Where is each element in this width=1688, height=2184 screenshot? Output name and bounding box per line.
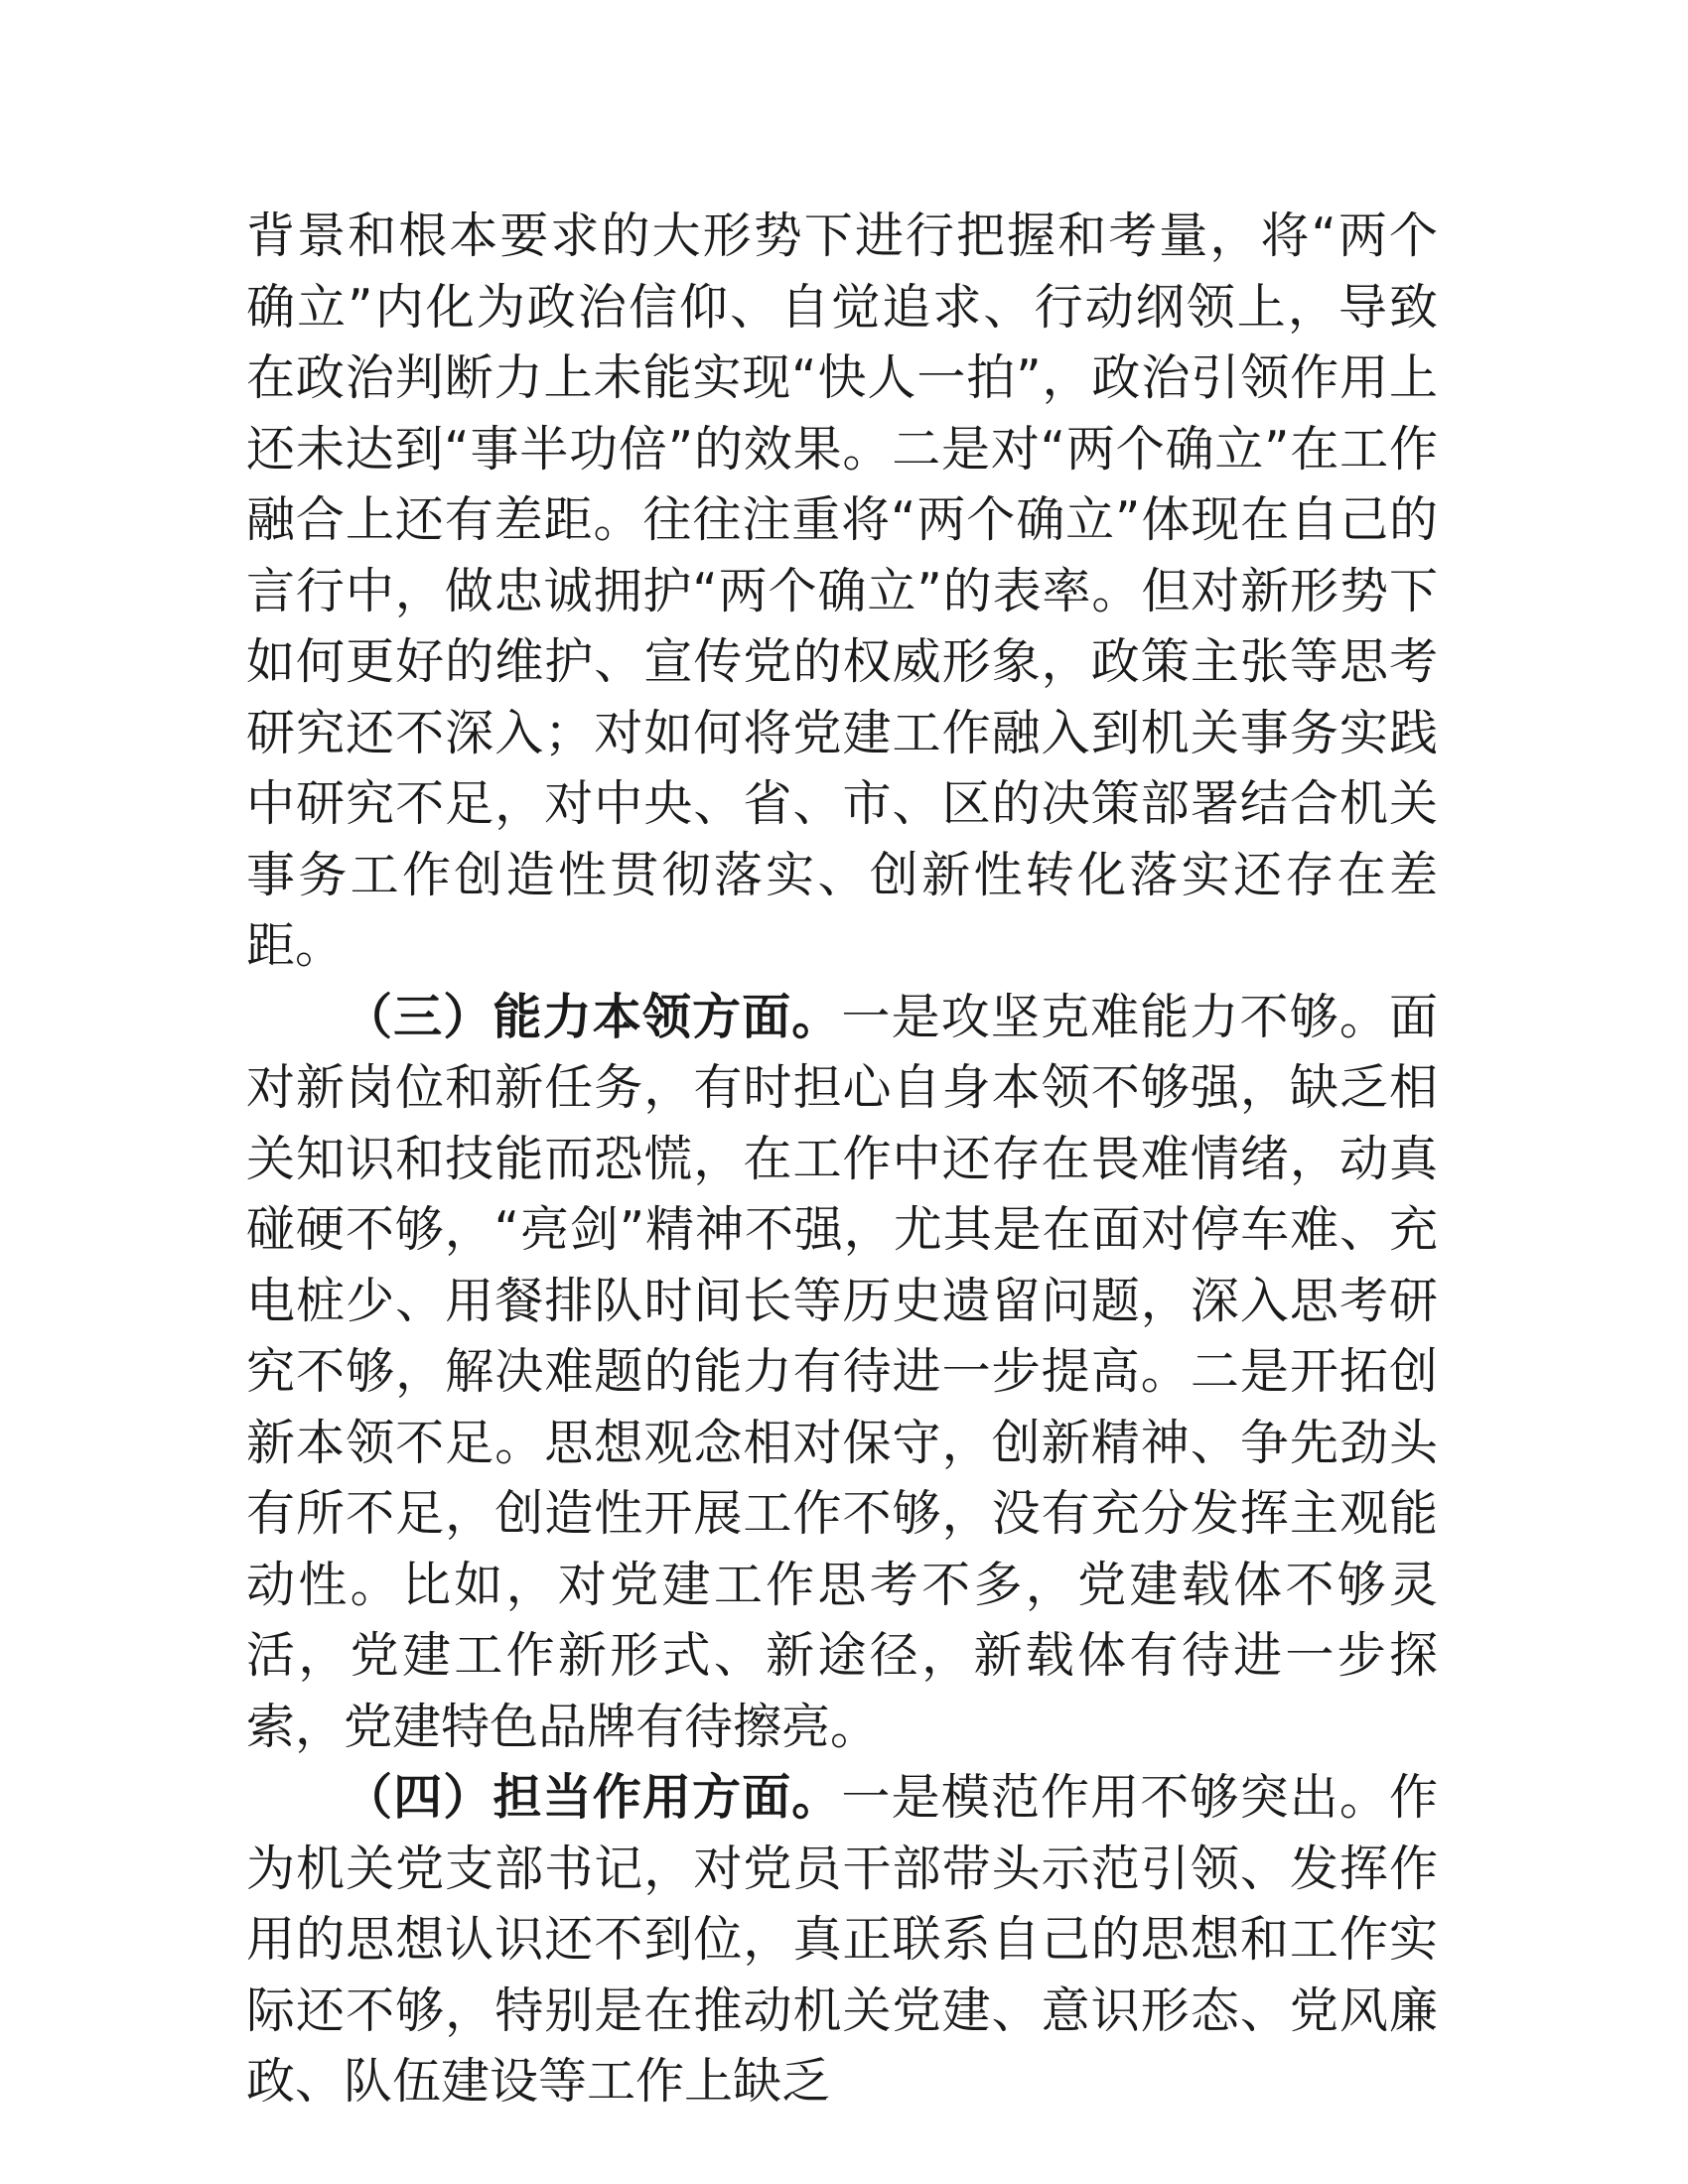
section-heading-responsibility: （四）担当作用方面。 (344, 1769, 842, 1826)
section-body-responsibility: 一是模范作用不够突出。作为机关党支部书记，对党员干部带头示范引领、发挥作用的思想认识还不到位，真正联系自己的思想和工作实际还不够，特别是在推动机关党建、意识形态、党风廉政、队伍建设等工作上缺乏 (246, 1769, 1438, 2110)
paragraph-continuation: 背景和根本要求的大形势下进行把握和考量，将“两个确立”内化为政治信仰、自觉追求、行动纲领上，导致在政治判断力上未能实现“快人一拍”，政治引领作用上还未达到“事半功倍”的效果。二是对“两个确立”在工作融合上还有差距。往往注重将“两个确立”体现在自己的言行中，做忠诚拥护“两个确立”的表率。但对新形势下如何更好的维护、宣传党的权威形象，政策主张等思考研究还不深入；对如何将党建工作融入到机关事务实践中研究不足，对中央、省、市、区的决策部署结合机关事务工作创造性贯彻落实、创新性转化落实还存在差距。 (246, 207, 1438, 974)
section-heading-ability: （三）能力本领方面。 (344, 988, 842, 1045)
document-body (246, 201, 1438, 2117)
paragraph-responsibility (246, 1762, 1438, 2117)
paragraph-ability (246, 982, 1438, 1763)
section-body-ability: 一是攻坚克难能力不够。面对新岗位和新任务，有时担心自身本领不够强，缺乏相关知识和技能而恐慌，在工作中还存在畏难情绪，动真碰硬不够，“亮剑”精神不强，尤其是在面对停车难、充电桩少、用餐排队时间长等历史遗留问题，深入思考研究不够，解决难题的能力有待进一步提高。二是开拓创新本领不足。思想观念相对保守，创新精神、争先劲头有所不足，创造性开展工作不够，没有充分发挥主观能动性。比如，对党建工作思考不多，党建载体不够灵活，党建工作新形式、新途径，新载体有待进一步探索，党建特色品牌有待擦亮。 (246, 988, 1438, 1755)
